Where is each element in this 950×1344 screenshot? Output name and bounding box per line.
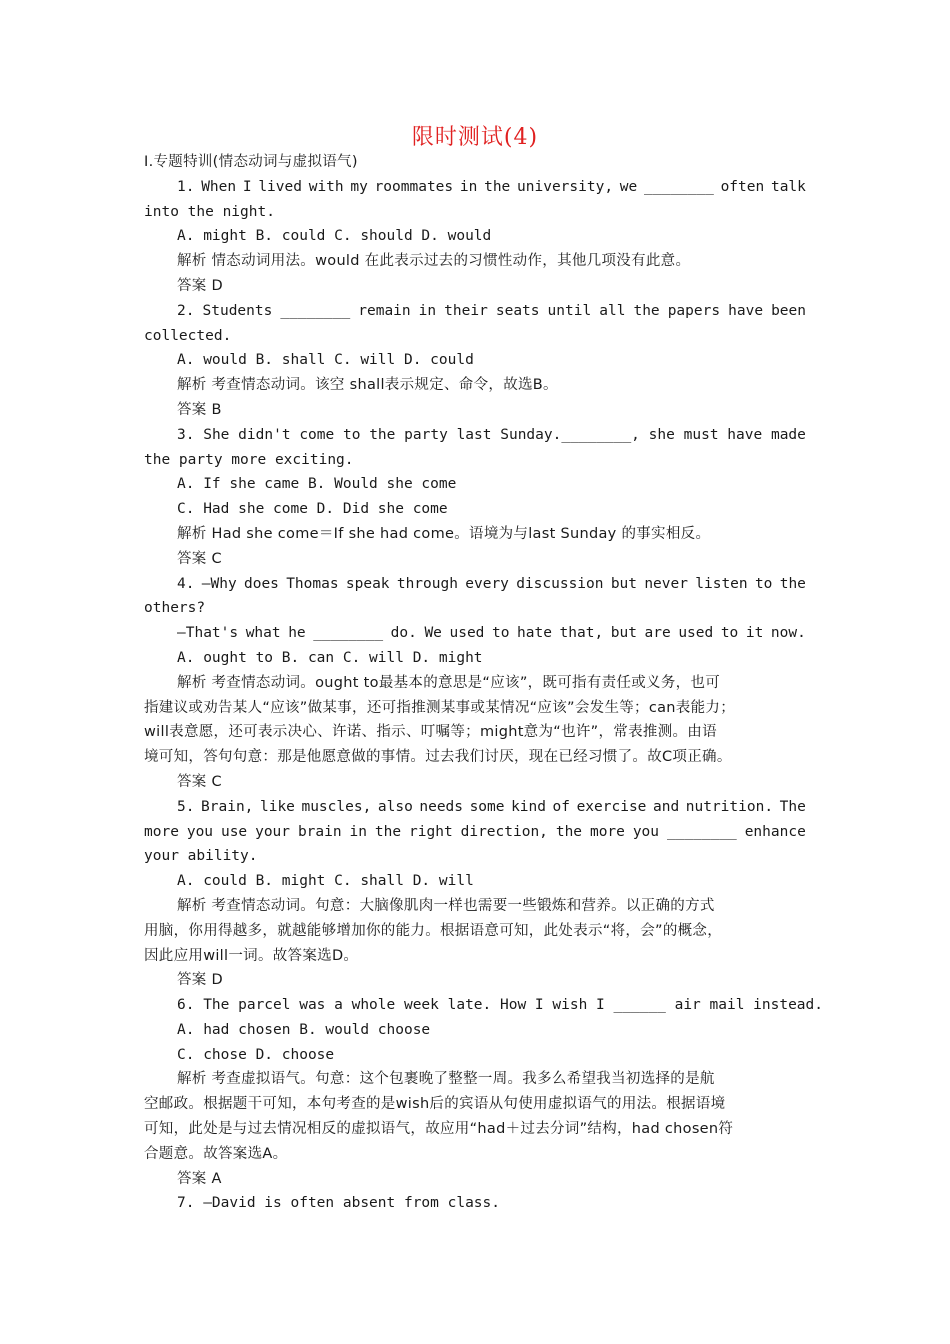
text-line: 解析 情态动词用法。would 在此表示过去的习惯性动作，其他几项没有此意。 — [177, 253, 691, 270]
text-line: 因此应用will一词。故答案选D。 — [144, 947, 359, 964]
text-line: 6. The parcel was a whole week late. How I wish I ______ air mail instead. — [177, 997, 824, 1014]
text-line: 答案 D — [177, 972, 223, 989]
text-line: 答案 C — [177, 773, 222, 790]
text-line: 答案 D — [177, 277, 223, 294]
text-line: more you use your brain in the right direction, the more you ________ enhance — [144, 823, 806, 840]
text-line: 解析 考查情态动词。该空 shall表示规定、命令，故选B。 — [177, 377, 558, 394]
document-body — [144, 150, 824, 1216]
text-line: A. ought to B. can C. will D. might — [177, 649, 483, 666]
text-line: A. might B. could C. should D. would — [177, 228, 492, 245]
text-line: —That's what he ________ do. We used to hate that, but are used to it now. — [177, 625, 806, 642]
text-line: 合题意。故答案选A。 — [144, 1145, 288, 1162]
text-line: 解析 考查虚拟语气。句意：这个包裹晚了整整一周。我多么希望我当初选择的是航 — [177, 1071, 715, 1088]
text-line: the party more exciting. — [144, 451, 354, 468]
text-line: A. could B. might C. shall D. will — [177, 873, 474, 890]
text-line: 5. Brain, like muscles, also needs some kind of exercise and nutrition. The — [177, 798, 806, 815]
text-line: 4. —Why does Thomas speak through every discussion but never listen to the — [177, 575, 806, 592]
text-line: will表意愿，还可表示决心、许诺、指示、叮嘱等；might意为“也许”，常表推测。由语 — [144, 724, 717, 741]
text-line: 解析 Had she come＝If she had come。语境为与last Sunday 的事实相反。 — [177, 525, 711, 542]
text-line: A. would B. shall C. will D. could — [177, 352, 474, 369]
text-line: 答案 C — [177, 550, 222, 567]
text-line: others? — [144, 600, 206, 617]
text-line: 用脑，你用得越多，就越能够增加你的能力。根据语意可知，此处表示“将，会”的概念， — [144, 922, 723, 939]
page-title: 限时测试(4) — [411, 125, 539, 150]
text-line: 答案 A — [177, 1170, 222, 1187]
text-line: into the night. — [144, 203, 275, 220]
text-line: C. chose D. choose — [177, 1046, 335, 1063]
text-line: 解析 考查情态动词。句意：大脑像肌肉一样也需要一些锻炼和营养。以正确的方式 — [177, 897, 715, 914]
text-line: 2. Students ________ remain in their seats until all the papers have been — [177, 302, 806, 319]
text-line: 1. When I lived with my roommates in the university, we ________ often talk — [177, 178, 806, 195]
text-line: A. If she came B. Would she come — [177, 476, 457, 493]
text-line: 3. She didn't come to the party last Sunday.________, she must have made — [177, 426, 806, 443]
text-line: collected. — [144, 327, 232, 344]
text-line: 指建议或劝告某人“应该”做某事，还可指推测某事或某情况“应该”会发生等；can表能力； — [144, 699, 735, 716]
text-line: 空邮政。根据题干可知，本句考查的是wish后的宾语从句使用虚拟语气的用法。根据语境 — [144, 1096, 726, 1113]
text-line: 境可知，答句句意：那是他愿意做的事情。过去我们讨厌，现在已经习惯了。故C项正确。 — [144, 749, 732, 766]
text-line: 7. —David is often absent from class. — [177, 1195, 501, 1212]
text-line: 解析 考查情态动词。ought to最基本的意思是“应该”，既可指有责任或义务，也可 — [177, 674, 721, 691]
text-line: C. Had she come D. Did she come — [177, 501, 448, 518]
text-line: 可知，此处是与过去情况相反的虚拟语气，故应用“had＋过去分词”结构，had chosen符 — [144, 1121, 734, 1138]
text-line: 答案 B — [177, 401, 222, 418]
text-line: your ability. — [144, 848, 258, 865]
section-heading: Ⅰ.专题特训(情态动词与虚拟语气) — [144, 154, 358, 170]
text-line: A. had chosen B. would choose — [177, 1021, 431, 1038]
